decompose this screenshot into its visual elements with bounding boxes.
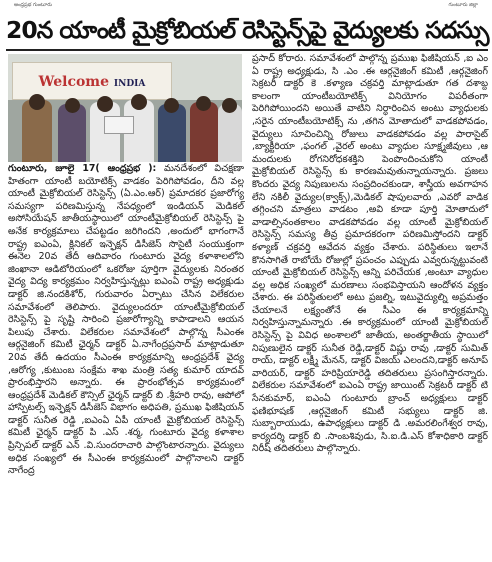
headline-rule	[6, 49, 488, 51]
news-photo	[8, 54, 242, 162]
headline: 20న యాంటీ మైక్రోబియల్ రెసిస్టెన్స్‌పై వైద్యులకు సదస్సు	[6, 16, 489, 44]
photo-person-head	[164, 98, 179, 113]
photo-person-head	[65, 98, 80, 113]
article-body-left: మనదేశంలో విచక్షణా హితంగా యాంటీ బయోటిక్స్ వాడకం పెరిగిపోవడం, దీని వల్ల యాంటీ మైక్రోబియల్ రెసిస్టెన్స్ (ఏ.ఎం.ఆర్) ప్రమాదకర ప్రజారోగ్య సమస్యగా పరిణమిస్తున్న నేపధ్యంలో ఇండియన్ మెడికల్ అసోసియేషన్ జాతీయస్థాయిలో యాంటీమైక్రోబియల్ రెసిస్టెన్స్ పై అనేక కార్యక్రమాలు చేపట్టడం జరిగిందని ,అందులో భాగంగానే రాష్ట్ర ఐఎంఏ, క్లినికల్ ఇన్ఫెక్షన్ డిసీజెస్ సొసైటీ సంయుక్తంగా ఈనెల 20వ తేదీ ఆదివారం గుంటూరు వైద్య కళాశాలలోని జింఖానా ఆడిటోరియంలో ఒకరోజు పూర్తిగా వైద్యులకు నిరంతర వైద్య విద్య కార్యక్రమం నిర్వహిస్తున్నట్లు ఐఎంఏ రాష్ట్ర అధ్యక్షుడు డాక్టర్ జి.నందకిశోర్, గురువారం ఏర్పాటు చేసిన విలేకరుల సమావేశంలో తెలిపారు. వైద్యులందరూ యాంటీమైక్రోబియల్ రెసిస్టెన్స్ పై సృష్టి సారించి ప్రజారోగ్యాన్ని కాపాడాలని ఆయన పిలుపు చేశారు. విలేకరుల సమావేశంలో పాల్గొన్న సీఎంఈ ఆర్గనైజింగ్ కమిటీ ఛైర్మన్ డాక్టర్ ఏ.నాగేంద్రప్రసాద్ మాట్లాడుతూ 20వ తేదీ ఉదయం సీఎంఈ కార్యక్రమాన్ని ఆంధ్రప్రదేశ్ వైద్య ,ఆరోగ్య ,కుటుంబ సంక్షేమ శాఖ మంత్రి సత్య కుమార్ యాదవ్ ప్రారంభిస్తారని అన్నారు. ఈ ప్రారంభోత్సవ కార్యక్రమంలో ఆంధ్రప్రదేశ్ మెడికల్ కౌన్సిల్ ఛైర్మన్ డాక్టర్ బి .శ్రీహరి రావు, ఆపోలో హాస్పిటల్స్ ఇన్ఫెక్షన్ డిసీజెస్ విభాగం అధిపతి, ప్రముఖ ఫిజీషియన్ డాక్టర్ సునీత రెడ్డి ,ఐఎంఏ ఏపీ యాంటీ మైక్రోబియల్ రెసిస్టెన్స్ కమిటీ ఛైర్మన్ డాక్టర్ పి .ఎస్ .శర్మ, గుంటూరు వైద్య కళాశాల ప్రిన్సిపల్ డాక్టర్ ఎన్ .వి.సుందరాచారి పాల్గొంటారన్నారు. వైద్యులు అధిక సంఖ్యలో ఈ సీఎంఈ కార్యక్రమంలో పాల్గొనాలని డాక్టర్ నాగేంద్ర	[8, 163, 245, 477]
article-column-right	[252, 53, 488, 456]
photo-person-head	[97, 96, 113, 112]
photo-person-head	[196, 96, 211, 111]
photo-banner-sub: INDIA	[113, 79, 146, 89]
photo-person	[190, 102, 218, 162]
photo-person-head	[131, 94, 147, 110]
masthead-right: గుంటూరు జిల్లా	[448, 2, 478, 8]
article-column-left	[8, 163, 244, 478]
photo-person-head	[222, 98, 237, 113]
photo-certificate	[104, 116, 134, 134]
article-body-right: ప్రసాద్ కోరారు. సమావేశంలో పాల్గొన్న ప్రముఖ ఫిజీషియన్ ,ఐ ఎం ఏ రాష్ట్ర అధ్యక్షుడు, సి .ఎం .ఈ ఆర్గనైజింగ్ కమిటీ ,ఆర్గనైజింగ్ సెక్రటరీ డాక్టర్ కె .కళ్యాణ చక్రవర్తి మాట్లాడుతూ గత దశాబ్ద కాలంగా యాంటీబయోటిక్స్ వినియోగం విపరీతంగా పెరిగిపోయిందని అయితే వాటిని నిర్ధారించిన అంటు వ్యాధులకు ,సరైన యాంటీబయోటిక్స్ ను ,తగిన మోతాదులో వాడకపోవడం, వైద్యులు సూచించిన్ని రోజులు వాడకపోవడం వల్ల పారాసైట్ ,బ్యాక్టీరియా ,ఫంగల్ ,వైరల్ అంటు వ్యాధుల సూక్ష్మజీవులు ,ఆ మందులకు రోగనిరోధకశక్తిని పెంపొందించుకోని యాంటీ మైక్రోబియల్ రెసిస్టెన్స్ కు కారణమవుతున్నాయన్నారు. ప్రజలు కొందరు వైద్య నిపుణులను సంప్రదించకుండా, శాస్త్రీయ అవగాహన లేని నకిలీ వైద్యుల(క్వాక్స్),మెడికల్ షాపులవారు ,ఎవరో వాడిక తగ్గించని మాత్రలు వాడటం ,అవి కూడా పూర్తి మోతాదులో వాడాల్సినంతకాలం వాడకపోవడం వల్ల యాంటీ మైక్రోబియల్ రెసిస్టెన్స్ సమస్య తీవ్ర ప్రమాదకరంగా పరిణమిస్తోందని డాక్టర్ కళ్యాణ్ చక్రవర్తి ఆవేదన వ్యక్తం చేశారు. పరిస్థితులు ఇలానే కొనసాగితే రాబోయే రోజుల్లో ప్రపంచం ఎప్పుడు ఎవ్వరున్నట్టువంటి యాంటీ మైక్రోబియల్ రెసిస్టెన్స్ ఆన్ని పరిచేయక ,అంటూ వ్యాధుల వల్ల అధిక సంఖ్యలో మరణాలు సంభవిస్తాయని ఆందోళన వ్యక్తం చేశారు. ఈ పరిస్థితులలో అటు ప్రజల్ని, ఇటువైద్యుల్ని అప్రమత్తం చేయాలనే లక్ష్యంతోనే ఈ సీఎం ఈ కార్యక్రమాన్ని నిర్వహిస్తున్నామన్నారు .ఈ కార్యక్రమంలో యాంటీ మైక్రోబియల్ రెసిస్టెన్స్ పై వివిధ అంశాలలో జాతీయ, అంతర్జాతీయ స్థాయిలో నిపుణులైన డాక్టర్ సునీత రెడ్డి,డాక్టర్ విష్ణు రావు ,డాక్టర్ సుమిత్ రాయ్, డాక్టర్ లక్ష్మీ మేనన్, డాక్టర్ విజయ్ ఎలందని,డాక్టర్ అనూప్ వారియర్, డాక్టర్ హరిప్రియారెడ్డి తదితరులు ప్రసంగిస్తారన్నారు. విలేకరుల సమావేశంలో ఐఎంఏ రాష్ట్ర జాయింట్ సెక్రటరీ డాక్టర్ టి సేనకుమార్, ఐఎంఏ గుంటూరు బ్రాంచ్ అధ్యక్షులు డాక్టర్ ఫణిభూషణ్ ,ఆర్గనైజింగ్ కమిటీ సభ్యులు డాక్టర్ జి. సుబ్బారాయుడు, ఉపాధ్యక్షులు డాక్టర్ డి .అమరలింగేశ్వర రావు, కార్యదర్శి డాక్టర్ బి .సాంబశివుడు, సి.ఐ.డి.ఎస్ కోశాధికారి డాక్టర్ నిరీష్ తదితరులు పాల్గొన్నారు.	[252, 53, 488, 455]
photo-person-head	[29, 94, 45, 110]
photo-banner-text: Welcome	[38, 74, 110, 90]
article-dateline: గుంటూరు, జూలై 17( ఆంధ్రప్రభ ):	[8, 163, 157, 174]
masthead-left: ఆంధ్రప్రభ గుంటూరు	[14, 2, 53, 8]
masthead	[0, 0, 492, 10]
